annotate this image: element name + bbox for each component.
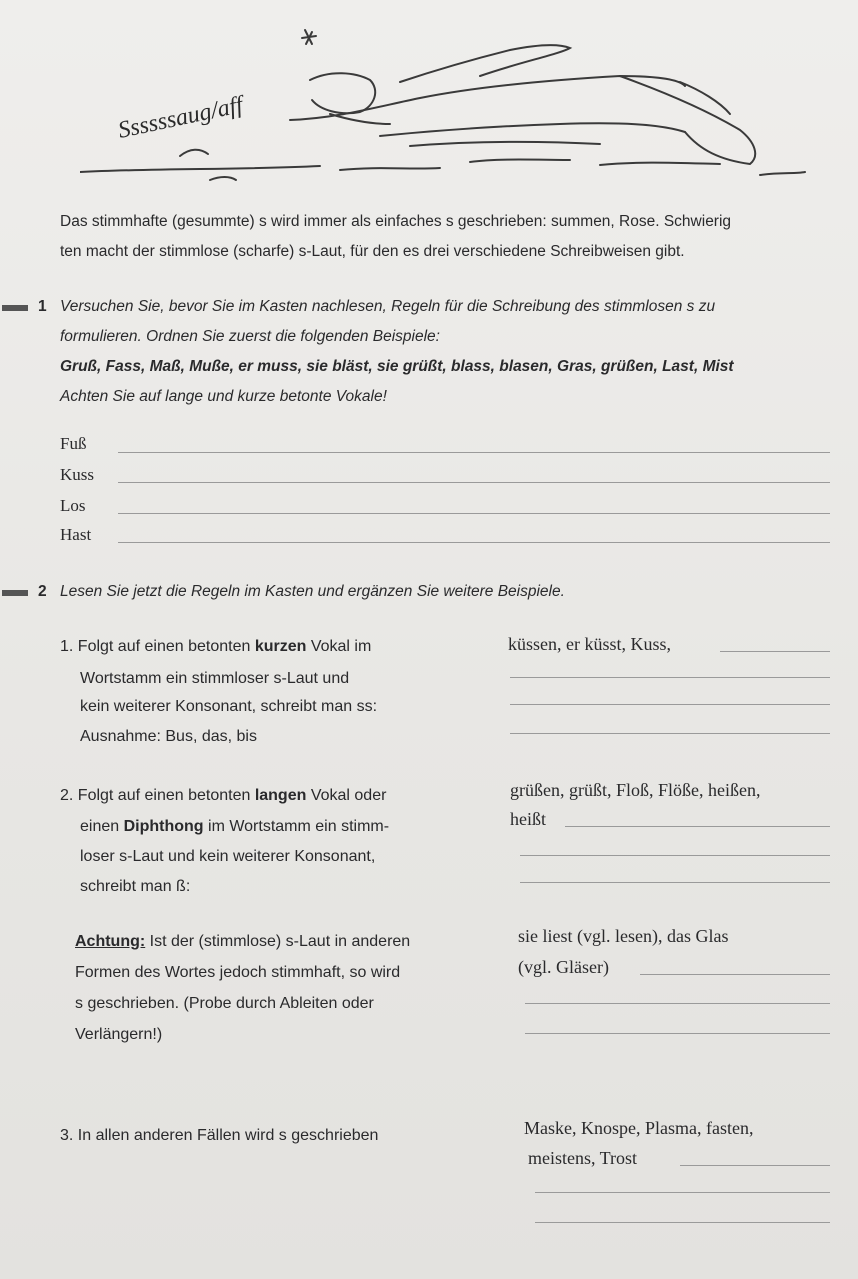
intro-line-2: ten macht der stimmlose (scharfe) s-Laut, für den es drei verschiedene Schreibweisen gibt. [60,243,685,260]
word-fuss: Fuß [60,434,87,453]
task-1-examples: Gruß, Fass, Maß, Muße, er muss, sie bläst, sie grüßt, blass, blasen, Gras, grüßen, Last, Mist [60,358,734,375]
task-1-note: Achten Sie auf lange und kurze betonte Vokale! [60,388,387,405]
rule-2-line-2: einen Diphthong im Wortstamm ein stimm- [80,818,390,835]
caution-line-4: Verlängern!) [75,1026,163,1043]
task-1-number: 1 [38,298,47,315]
answer-line-rule-2-c[interactable] [520,882,830,883]
word-kuss: Kuss [60,465,95,484]
intro-line-1: Das stimmhafte (gesummte) s wird immer als einfaches s geschrieben: summen, Rose. Schwierig [60,213,732,230]
caution-example-1: sie liest (vgl. lesen), das Glas [518,926,729,946]
answer-line-fuss[interactable] [118,452,830,453]
rule-3-text: 3. In allen anderen Fällen wird s geschrieben [60,1127,379,1144]
answer-line-rule-3-a[interactable] [680,1165,830,1166]
answer-line-hast[interactable] [118,542,830,543]
caution-line-1: Achtung: Ist der (stimmlose) s-Laut in anderen [75,933,411,950]
answer-line-rule-1-c[interactable] [510,704,830,705]
answer-line-caution-b[interactable] [525,1003,830,1004]
rule-1-exception: Ausnahme: Bus, das, bis [80,728,257,745]
answer-line-los[interactable] [118,513,830,514]
answer-line-rule-1-b[interactable] [510,677,830,678]
word-hast: Hast [60,525,92,544]
answer-line-kuss[interactable] [118,482,830,483]
rule-2-example-2: heißt [510,809,546,829]
rule-1-line-3: kein weiterer Konsonant, schreibt man ss: [80,698,378,715]
task-2-number: 2 [38,583,47,600]
rule-1-example-1: küssen, er küsst, Kuss, [508,634,672,654]
answer-line-rule-2-b[interactable] [520,855,830,856]
task-1-line-2: formulieren. Ordnen Sie zuerst die folgenden Beispiele: [60,328,440,345]
caution-example-2: (vgl. Gläser) [518,957,609,977]
task-1-line-1: Versuchen Sie, bevor Sie im Kasten nachlesen, Regeln für die Schreibung des stimmlosen s zu [60,298,716,315]
answer-line-caution-a[interactable] [640,974,830,975]
answer-line-rule-1-a[interactable] [720,651,830,652]
rule-2-line-3: loser s-Laut und kein weiterer Konsonant, [80,848,376,865]
rule-3-example-1: Maske, Knospe, Plasma, fasten, [524,1118,754,1138]
sound-text: Ssssssaug/aff [115,92,246,144]
task-1-marker [2,305,28,311]
rule-2-example-1: grüßen, grüßt, Floß, Flöße, heißen, [510,780,761,800]
rule-2-line-4: schreibt man ß: [80,878,191,895]
rule-1-line-1: 1. Folgt auf einen betonten kurzen Vokal im [60,638,372,655]
rule-2-line-1: 2. Folgt auf einen betonten langen Vokal oder [60,787,387,804]
task-2-marker [2,590,28,596]
answer-line-rule-1-d[interactable] [510,733,830,734]
answer-line-caution-c[interactable] [525,1033,830,1034]
answer-line-rule-2-a[interactable] [565,826,830,827]
rule-1-line-2: Wortstamm ein stimmloser s-Laut und [80,670,350,687]
answer-line-rule-3-b[interactable] [535,1192,830,1193]
swimmer-illustration [80,20,810,190]
task-2-text: Lesen Sie jetzt die Regeln im Kasten und ergänzen Sie weitere Beispiele. [60,583,565,600]
word-los: Los [60,496,86,515]
answer-line-rule-3-c[interactable] [535,1222,830,1223]
rule-3-example-2: meistens, Trost [528,1148,638,1168]
caution-line-3: s geschrieben. (Probe durch Ableiten oder [75,995,374,1012]
caution-line-2: Formen des Wortes jedoch stimmhaft, so wird [75,964,401,981]
